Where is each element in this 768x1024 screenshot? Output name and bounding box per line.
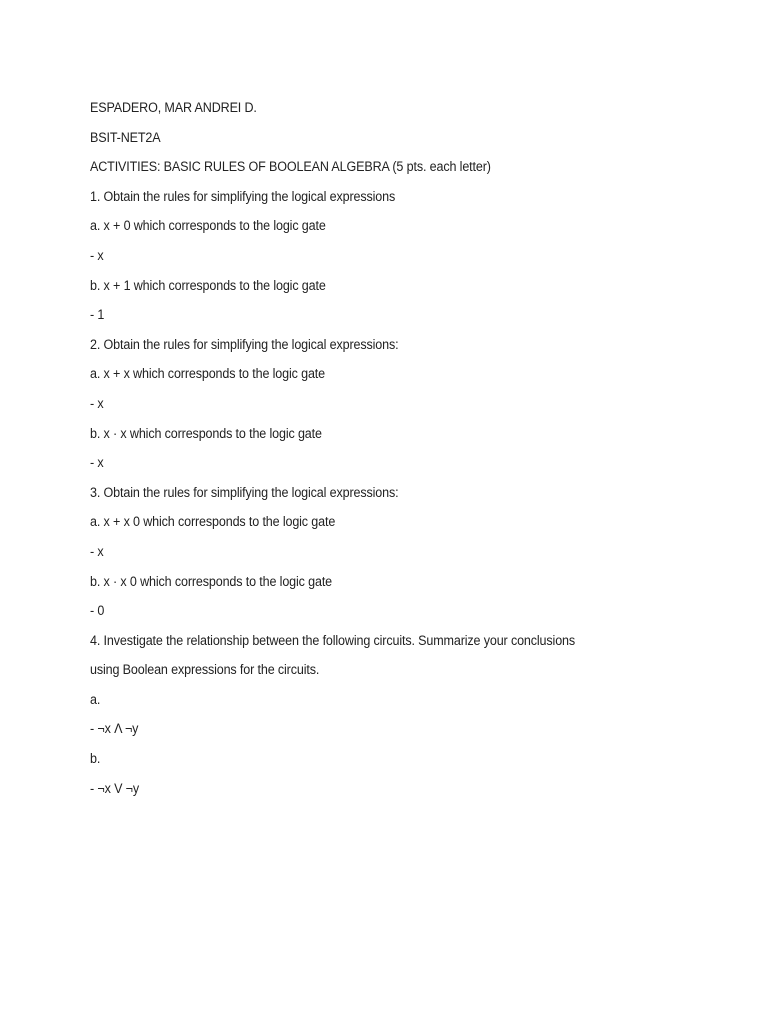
question-1: 1. Obtain the rules for simplifying the logical expressions bbox=[90, 188, 396, 204]
answer-1b: - 1 bbox=[90, 307, 105, 323]
question-1a: a. x + 0 which corresponds to the logic gate bbox=[90, 218, 326, 234]
question-2: 2. Obtain the rules for simplifying the logical expressions: bbox=[90, 336, 399, 352]
student-name: ESPADERO, MAR ANDREI D. bbox=[90, 100, 257, 115]
student-section: BSIT-NET2A bbox=[90, 129, 161, 145]
question-1b: b. x + 1 which corresponds to the logic gate bbox=[90, 277, 326, 293]
answer-2a: - x bbox=[90, 395, 104, 411]
question-3b: b. x · x 0 which corresponds to the logic gate bbox=[90, 573, 333, 589]
question-2b: b. x · x which corresponds to the logic gate bbox=[90, 425, 322, 441]
answer-3a: - x bbox=[90, 543, 104, 559]
question-3: 3. Obtain the rules for simplifying the logical expressions: bbox=[90, 484, 399, 500]
question-4a: a. bbox=[90, 691, 101, 707]
question-4b: b. bbox=[90, 751, 101, 767]
question-2a: a. x + x which corresponds to the logic gate bbox=[90, 366, 325, 382]
answer-4a: - ¬x Λ ¬y bbox=[90, 721, 139, 737]
document-body bbox=[90, 93, 730, 803]
question-4-continued: using Boolean expressions for the circuits. bbox=[90, 662, 320, 678]
question-3a: a. x + x 0 which corresponds to the logic gate bbox=[90, 514, 336, 530]
answer-4b: - ¬x V ¬y bbox=[90, 780, 139, 796]
activity-title: ACTIVITIES: BASIC RULES OF BOOLEAN ALGEBRA (5 pts. each letter) bbox=[90, 159, 491, 175]
answer-2b: - x bbox=[90, 455, 104, 471]
answer-1a: - x bbox=[90, 247, 104, 263]
answer-3b: - 0 bbox=[90, 603, 105, 619]
question-4: 4. Investigate the relationship between the following circuits. Summarize your conclusions bbox=[90, 632, 576, 648]
